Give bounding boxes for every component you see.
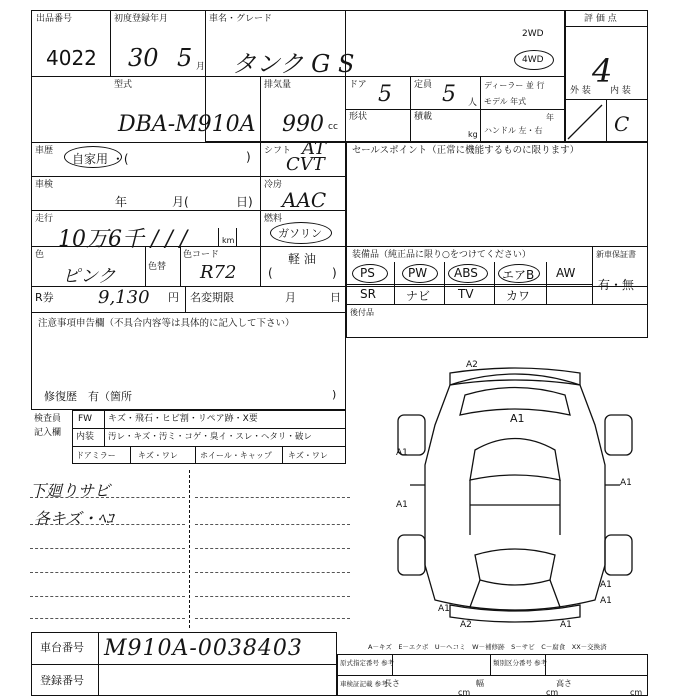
- remark-line: [30, 618, 185, 619]
- aircon-value: AAC: [282, 188, 327, 212]
- color-label: 色: [35, 250, 45, 260]
- transfer-month: 月: [285, 291, 296, 304]
- mileage-label: 走行: [35, 214, 54, 224]
- score-label: 評 価 点: [584, 14, 617, 24]
- new-cert-value: 有・無: [598, 278, 635, 292]
- check-fw-text: キズ・飛石・ヒビ割・リペア跡・X要: [108, 414, 258, 424]
- divider: [31, 312, 346, 313]
- lot-no: 4022: [46, 46, 97, 70]
- check-interior-text: 汚レ・キズ・汚ミ・コゲ・臭イ・スレ・ヘタリ・破レ: [108, 432, 312, 442]
- damage-mark: A1: [396, 500, 408, 510]
- divider: [189, 470, 190, 628]
- length-label: 長さ: [384, 679, 400, 688]
- divider: [546, 262, 547, 304]
- cc-unit: cc: [328, 122, 338, 132]
- car-name-label: 車名・グレード: [209, 14, 273, 24]
- eq-abs: ABS: [454, 266, 478, 280]
- notes-label: 注意事項申告欄（不具合内容等は具体的に記入して下さい）: [38, 318, 295, 329]
- cc-label: 排気量: [264, 80, 292, 90]
- eq-airbag: エアB: [502, 268, 535, 282]
- inspection-label: 車検: [35, 180, 54, 190]
- size-label: 車検証記載 参考: [340, 680, 388, 688]
- recycle-value: 9,130: [98, 287, 150, 308]
- transfer-label: 名変期限: [190, 291, 234, 304]
- divider: [98, 632, 99, 696]
- damage-mark: A1: [620, 478, 632, 488]
- shift-value: AT: [302, 138, 327, 159]
- fuel-paren-close: ): [332, 266, 337, 280]
- inspection-month: 月(: [172, 195, 189, 209]
- load-unit: kg: [468, 130, 478, 139]
- divider: [592, 246, 593, 304]
- aircon-label: 冷房: [264, 180, 283, 190]
- check-mirror-text: キズ・ワレ: [138, 451, 178, 460]
- doors: 5: [378, 82, 392, 107]
- check-mirror: ドアミラー: [76, 451, 116, 460]
- divider: [218, 228, 219, 246]
- eq-pw: PW: [408, 266, 428, 280]
- damage-mark: A2: [466, 360, 478, 370]
- check-wheel: ホイール・キャップ: [200, 451, 272, 460]
- divider: [130, 446, 131, 464]
- check-label-1: 検査員: [34, 414, 62, 424]
- car-name: タンク G S: [232, 50, 355, 78]
- check-fw: FW: [78, 414, 93, 424]
- repair-close: ): [332, 388, 337, 401]
- eq-leather: カワ: [506, 289, 531, 303]
- divider: [236, 228, 237, 246]
- fuel-value: ガソリン: [278, 227, 322, 240]
- reg-year: 30: [128, 44, 159, 72]
- damage-mark: A1: [396, 448, 408, 458]
- reg-no-label: 登録番号: [40, 674, 84, 687]
- remark-2: 各キズ・ﾍｺ: [34, 509, 114, 528]
- cert-label: 原式指定番号 参考: [340, 659, 395, 667]
- divider: [260, 76, 261, 142]
- mileage-unit: km: [222, 236, 235, 245]
- transfer-day: 日: [330, 291, 341, 304]
- divider: [444, 262, 445, 304]
- color-value: ピンク: [62, 266, 116, 287]
- chassis-label: 車台番号: [40, 641, 84, 654]
- history-close: ): [246, 150, 251, 164]
- equipment-label: 装備品（純正品に限り○をつけてください）: [352, 250, 531, 260]
- mileage-value: 10万6千 / / /: [58, 227, 188, 252]
- remark-line: [195, 596, 350, 597]
- check-label-2: 記入欄: [34, 428, 62, 438]
- repair-history: 修復歴 有（箇所: [44, 390, 132, 403]
- color-code-label: 色コード: [183, 250, 220, 260]
- shift-sub: CVT: [286, 154, 325, 175]
- reg-date-label: 初度登録年月: [114, 14, 169, 24]
- remark-line: [30, 524, 185, 525]
- recycle-yen: 円: [168, 291, 179, 304]
- cm-unit: cm: [546, 688, 559, 697]
- inspection-day: 日): [236, 195, 253, 209]
- remark-1: 下廻りサビ: [30, 481, 111, 500]
- damage-mark: A1: [560, 620, 572, 630]
- cc: 990: [282, 112, 324, 137]
- remark-line: [30, 548, 185, 549]
- damage-mark: A1: [438, 604, 450, 614]
- divider: [346, 246, 648, 247]
- damage-mark: A1: [600, 596, 612, 606]
- remark-line: [195, 618, 350, 619]
- history-value: 自家用 ・(: [72, 152, 129, 166]
- damage-legend: A－キズ E－エクボ U－ヘコミ W－補修跡 S－サビ C－腐食 XX－交換済: [368, 643, 607, 651]
- divider: [72, 446, 346, 447]
- divider: [104, 410, 105, 446]
- cm-unit: cm: [458, 688, 471, 697]
- cat-label: 類別区分番号 参考: [493, 659, 548, 667]
- capacity-unit: 人: [468, 98, 478, 108]
- dealer-label: ディーラー 並 行: [484, 81, 545, 90]
- sales-label: セールスポイント（正常に機能するものに限ります）: [352, 145, 580, 156]
- width-label: 幅: [476, 679, 484, 688]
- divider: [185, 286, 186, 312]
- damage-mark: A2: [460, 620, 472, 630]
- chassis-no: M910A-0038403: [104, 636, 303, 661]
- int-label: 内 装: [610, 86, 631, 96]
- remark-line: [195, 497, 350, 498]
- ext-slash: [566, 101, 606, 141]
- eq-aw: AW: [556, 266, 576, 280]
- model: DBA-M910A: [118, 112, 256, 137]
- divider: [345, 109, 565, 110]
- height-label: 高さ: [556, 679, 572, 688]
- doors-label: ドア: [349, 80, 367, 90]
- damage-mark: A1: [600, 580, 612, 590]
- month-unit: 月: [196, 62, 206, 72]
- fuel-label: 燃料: [264, 214, 283, 224]
- eq-navi: ナビ: [406, 289, 431, 303]
- int-grade: C: [614, 112, 630, 136]
- remark-line: [195, 572, 350, 573]
- divider: [260, 142, 261, 286]
- fuel-paren-open: (: [268, 266, 273, 280]
- divider: [337, 675, 648, 676]
- ext-label: 外 装: [570, 86, 591, 96]
- inspection-year: 年: [115, 195, 128, 209]
- remark-line: [30, 572, 185, 573]
- remark-line: [195, 548, 350, 549]
- recycle-label: R券: [35, 291, 54, 304]
- history-label: 車歴: [35, 146, 54, 156]
- divider: [606, 99, 607, 142]
- load-label: 積載: [414, 112, 433, 122]
- reg-month: 5: [177, 44, 193, 72]
- shift-label: シフト: [264, 146, 292, 156]
- capacity: 5: [442, 82, 456, 107]
- drive-2wd: 2WD: [522, 29, 544, 39]
- check-interior: 内装: [76, 432, 95, 442]
- year-label: 年: [546, 113, 554, 122]
- divider: [565, 26, 648, 27]
- divider: [346, 304, 648, 305]
- after-label: 後付品: [350, 308, 374, 317]
- model-label: 型式: [114, 80, 133, 90]
- sales-frame: [346, 142, 648, 338]
- handle-label: ハンドル 左・右: [484, 126, 543, 135]
- divider: [72, 428, 346, 429]
- score: 4: [592, 52, 613, 90]
- divider: [394, 262, 395, 304]
- color-code: R72: [200, 262, 237, 283]
- lot-no-label: 出品番号: [36, 14, 73, 24]
- drive-4wd: 4WD: [522, 55, 544, 65]
- new-cert-label: 新車保証書: [596, 250, 636, 259]
- divider: [31, 176, 346, 177]
- car-diagram: [390, 355, 640, 635]
- eq-ps: PS: [360, 266, 375, 280]
- divider: [490, 654, 491, 675]
- divider: [31, 664, 337, 665]
- damage-mark: A1: [510, 412, 525, 425]
- shape-label: 形状: [349, 112, 368, 122]
- remark-line: [195, 524, 350, 525]
- remark-line: [30, 497, 185, 498]
- model-year-label: モデル 年式: [484, 97, 527, 106]
- remark-line: [30, 596, 185, 597]
- eq-sr: SR: [360, 287, 376, 301]
- check-wheel-text: キズ・ワレ: [288, 451, 328, 460]
- divider: [494, 262, 495, 304]
- fuel-diesel: 軽 油: [288, 252, 316, 266]
- divider: [282, 446, 283, 464]
- divider: [110, 10, 111, 76]
- divider: [346, 284, 592, 285]
- eq-tv: TV: [458, 287, 474, 301]
- cm-unit: cm: [630, 688, 643, 697]
- divider: [195, 446, 196, 464]
- capacity-label: 定員: [414, 80, 433, 90]
- color-change-label: 色替: [148, 262, 167, 272]
